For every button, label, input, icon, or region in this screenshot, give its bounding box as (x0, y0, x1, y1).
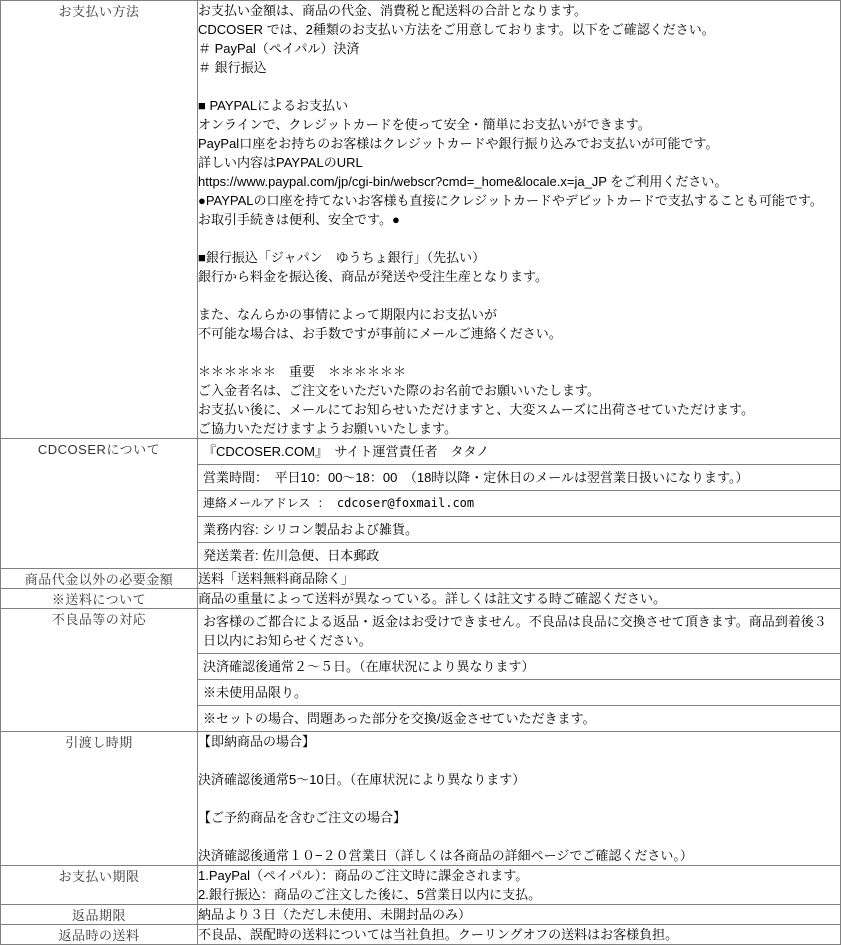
row-label-payment-deadline: お支払い期限 (1, 866, 198, 905)
row-label-return-deadline: 返品期限 (1, 905, 198, 925)
text-line: ＃ PayPal（ペイパル）決済 (198, 41, 360, 56)
text-line: ●PAYPALの口座を持てないお客様も直接にクレジットカードやデビットカードで支払することも可能です。 (198, 193, 823, 208)
text-line: ■ PAYPALによるお支払い (198, 98, 349, 113)
spacer-line (198, 343, 840, 362)
row-value-payment-deadline (198, 866, 841, 905)
table-body (1, 1, 841, 945)
row-label-defective-handling: 不良品等の対応 (1, 609, 198, 732)
text-line: ＃ 銀行振込 (198, 60, 267, 75)
sub-row: 『CDCOSER.COM』 サイト運営責任者 タタノ (198, 439, 840, 465)
table-row (1, 589, 841, 609)
row-value-about-cdcoser (198, 439, 841, 569)
sub-row: ※未使用品限り。 (198, 680, 840, 706)
text-line: ＊＊＊＊＊＊ 重要 ＊＊＊＊＊＊ (198, 364, 407, 379)
text-line: 詳しい内容はPAYPALのURL (198, 155, 363, 170)
row-value-return-deadline (198, 905, 841, 925)
table-row (1, 439, 841, 569)
sub-row: 営業時間： 平日10：00〜18：00 （18時以降・定休日のメールは翌営業日扱いになります。） (198, 465, 840, 491)
table-row (1, 925, 841, 945)
text-line: ご入金者名は、ご注文をいただいた際のお名前でお願いいたします。 (198, 383, 600, 398)
text-line: CDCOSER では、2種類のお支払い方法をご用意しております。以下をご確認ください。 (198, 22, 715, 37)
text-line: お取引手続きは便利、安全です。● (198, 212, 400, 227)
table-row (1, 732, 841, 866)
row-value-defective-handling (198, 609, 841, 732)
sub-row: 決済確認後通常２〜５日。（在庫状況により異なります） (198, 654, 840, 680)
sub-row-contact-email: 連絡メールアドレス ： cdcoser@foxmail.com (198, 491, 840, 517)
sub-row: 発送業者: 佐川急便、日本郵政 (203, 548, 380, 563)
row-label-shipping-fee: ※送料について (1, 589, 198, 609)
text-line: 【即納商品の場合】 (198, 734, 316, 749)
spacer-line (198, 286, 840, 305)
sub-row: 業務内容: シリコン製品および雑貨。 (198, 517, 840, 543)
table-row (1, 866, 841, 905)
sub-row: ※セットの場合、問題あった部分を交換/返金させていただきます。 (203, 711, 596, 726)
table-row (1, 905, 841, 925)
text-line: お支払い後に、メールにてお知らせいただけますと、大変スムーズに出荷させていただけます。 (198, 402, 755, 417)
row-label-about-cdcoser: CDCOSERについて (1, 439, 198, 569)
text-line: 納品より３日（ただし未使用、未開封品のみ） (198, 907, 472, 922)
spacer-line (198, 827, 840, 846)
table-row (1, 609, 841, 732)
text-line: 送料「送料無料商品除く」 (198, 571, 355, 586)
spacer-line (198, 751, 840, 770)
spacer-line (198, 77, 840, 96)
row-value-return-shipping (198, 925, 841, 945)
text-line: 商品の重量によって送料が異なっている。詳しくは註文する時ご確認ください。 (198, 591, 667, 606)
text-line: また、なんらかの事情によって期限内にお支払いが (198, 307, 498, 322)
row-label-payment-method: お支払い方法 (1, 1, 198, 439)
text-line: 【ご予約商品を含むご注文の場合】 (198, 810, 407, 825)
text-line: 不良品、誤配時の送料については当社負担。クーリングオフの送料はお客様負担。 (198, 927, 679, 942)
row-label-extra-fees: 商品代金以外の必要金額 (1, 569, 198, 589)
row-value-shipping-fee (198, 589, 841, 609)
text-line: ご協力いただけますようお願いいたします。 (198, 421, 457, 436)
table-row (1, 569, 841, 589)
text-line: 不可能な場合は、お手数ですが事前にメールご連絡ください。 (198, 326, 562, 341)
spacer-line (198, 789, 840, 808)
row-value-payment-method (198, 1, 841, 439)
text-line: 決済確認後通常１０−２０営業日（詳しくは各商品の詳細ページでご確認ください。） (198, 848, 693, 863)
paypal-url-line: https://www.paypal.com/jp/cgi-bin/webscr?cmd=_home&locale.x=ja_JP をご利用ください。 (198, 174, 728, 189)
text-line: ■銀行振込「ジャパン ゆうちょ銀行」（先払い） (198, 250, 486, 265)
table-row (1, 1, 841, 439)
text-line: 銀行から料金を振込後、商品が発送や受注生産となります。 (198, 269, 548, 284)
text-line: 2.銀行振込：商品のご注文した後に、5営業日以内に支払。 (198, 887, 542, 902)
sub-row: お客様のご都合による返品・返金はお受けできません。不良品は良品に交換させて頂きます。商品到着後３日以内にお知らせください。 (198, 609, 840, 654)
row-label-return-shipping: 返品時の送料 (1, 925, 198, 945)
text-line: オンラインで、クレジットカードを使って安全・簡単にお支払いができます。 (198, 117, 651, 132)
text-line: PayPal口座をお持ちのお客様はクレジットカードや銀行振り込みでお支払いが可能です。 (198, 136, 719, 151)
text-line: 決済確認後通常5〜10日。（在庫状況により異なります） (198, 772, 526, 787)
spacer-line (198, 229, 840, 248)
row-value-extra-fees (198, 569, 841, 589)
text-line: お支払い金額は、商品の代金、消費税と配送料の合計となります。 (198, 3, 587, 18)
text-line: 1.PayPal（ペイパル）：商品のご注文時に課金されます。 (198, 868, 529, 883)
row-value-delivery-time (198, 732, 841, 866)
row-label-delivery-time: 引渡し時期 (1, 732, 198, 866)
